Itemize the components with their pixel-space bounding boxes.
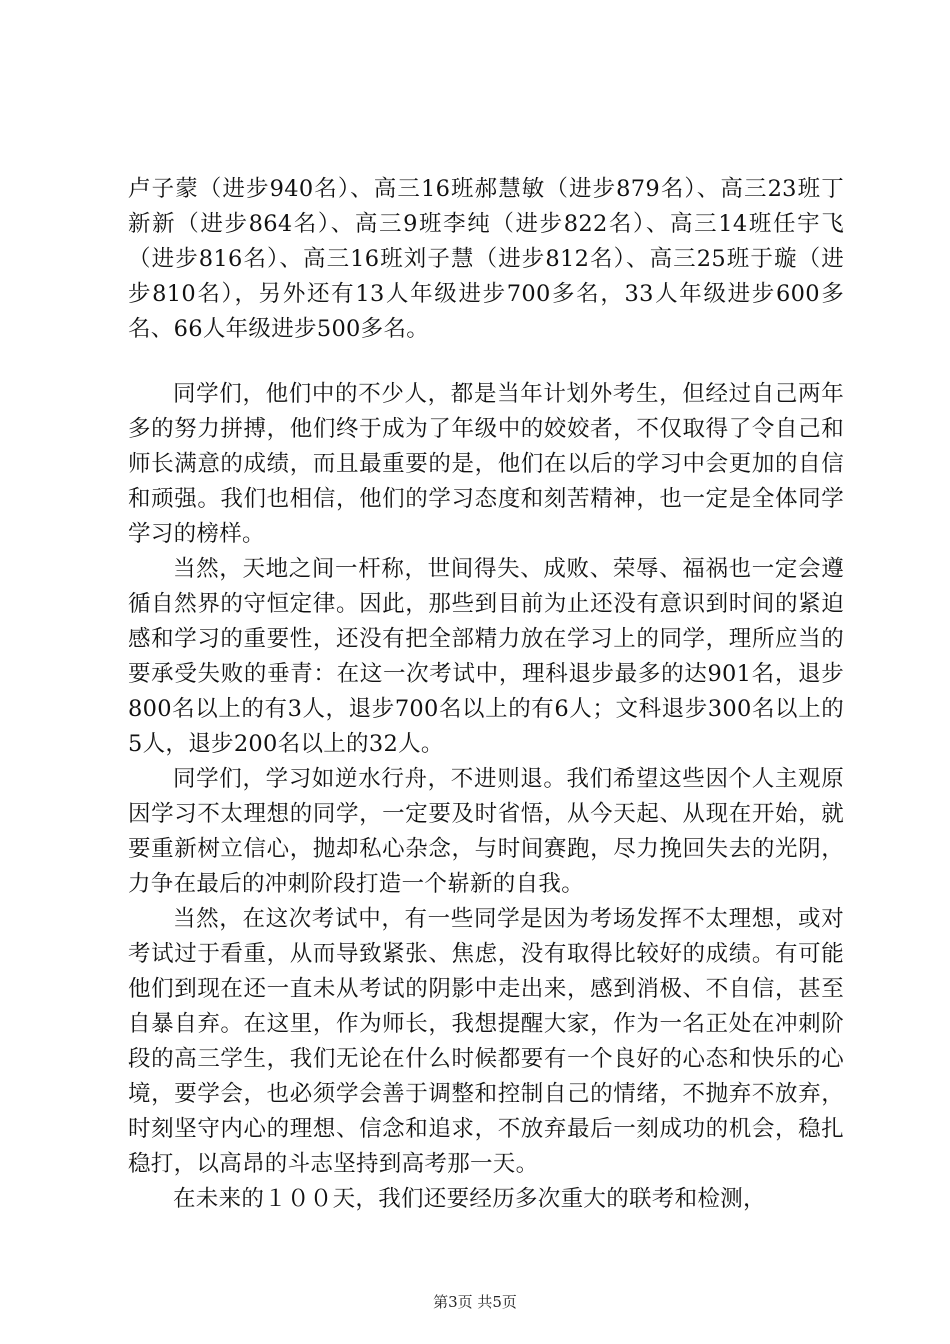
paragraph-encouragement: 同学们，学习如逆水行舟，不进则退。我们希望这些因个人主观原因学习不太理想的同学，一定要及时省悟，从今天起、从现在开始，就要重新树立信心，抛却私心杂念，与时间赛跑，尽力挽回失去的光阴，力争在最后的冲刺阶段打造一个崭新的自我。	[128, 766, 844, 897]
paragraph-mindset: 当然，在这次考试中，有一些同学是因为考场发挥不太理想，或对考试过于看重，从而导致紧张、焦虑，没有取得比较好的成绩。有可能他们到现在还一直未从考试的阴影中走出来，感到消极、不自信，甚至自暴自弃。在这里，作为师长，我想提醒大家，作为一名正处在冲刺阶段的高三学生，我们无论在什么时候都要有一个良好的心态和快乐的心境，要学会，也必须学会善于调整和控制自己的情绪，不抛弃不放弃，时刻坚守内心的理想、信念和追求，不放弃最后一刻成功的机会，稳扎稳打，以高昂的斗志坚持到高考那一天。	[128, 906, 844, 1177]
paragraph-next-100-days: 在未来的１００天，我们还要经历多次重大的联考和检测，	[173, 1186, 766, 1212]
paragraph-role-models: 同学们，他们中的不少人，都是当年计划外考生，但经过自己两年多的努力拼搏，他们终于成为了年级中的姣姣者，不仅取得了令自己和师长满意的成绩，而且最重要的是，他们在以后的学习中会更加的自信和顽强。我们也相信，他们的学习态度和刻苦精神，也一定是全体同学学习的榜样。	[128, 381, 844, 547]
paragraph-gap	[128, 347, 844, 377]
page-number-footer: 第3页 共5页	[433, 1293, 517, 1311]
paragraph-progress-list: 卢子蒙（进步940名）、高三16班郝慧敏（进步879名）、高三23班丁新新（进步864名）、高三9班李纯（进步822名）、高三14班任宇飞（进步816名）、高三16班刘子慧（进步812名）、高三25班于璇（进步810名），另外还有13人年级进步700多名，33人年级进步600多名、66人年级进步500多名。	[128, 176, 844, 342]
document-body	[128, 172, 844, 1217]
paragraph-regression: 当然，天地之间一杆称，世间得失、成败、荣辱、福祸也一定会遵循自然界的守恒定律。因此，那些到目前为止还没有意识到时间的紧迫感和学习的重要性，还没有把全部精力放在学习上的同学，理所应当的要承受失败的垂青：在这一次考试中，理科退步最多的达901名，退步800名以上的有3人，退步700名以上的有6人；文科退步300名以上的5人，退步200名以上的32人。	[128, 556, 844, 757]
